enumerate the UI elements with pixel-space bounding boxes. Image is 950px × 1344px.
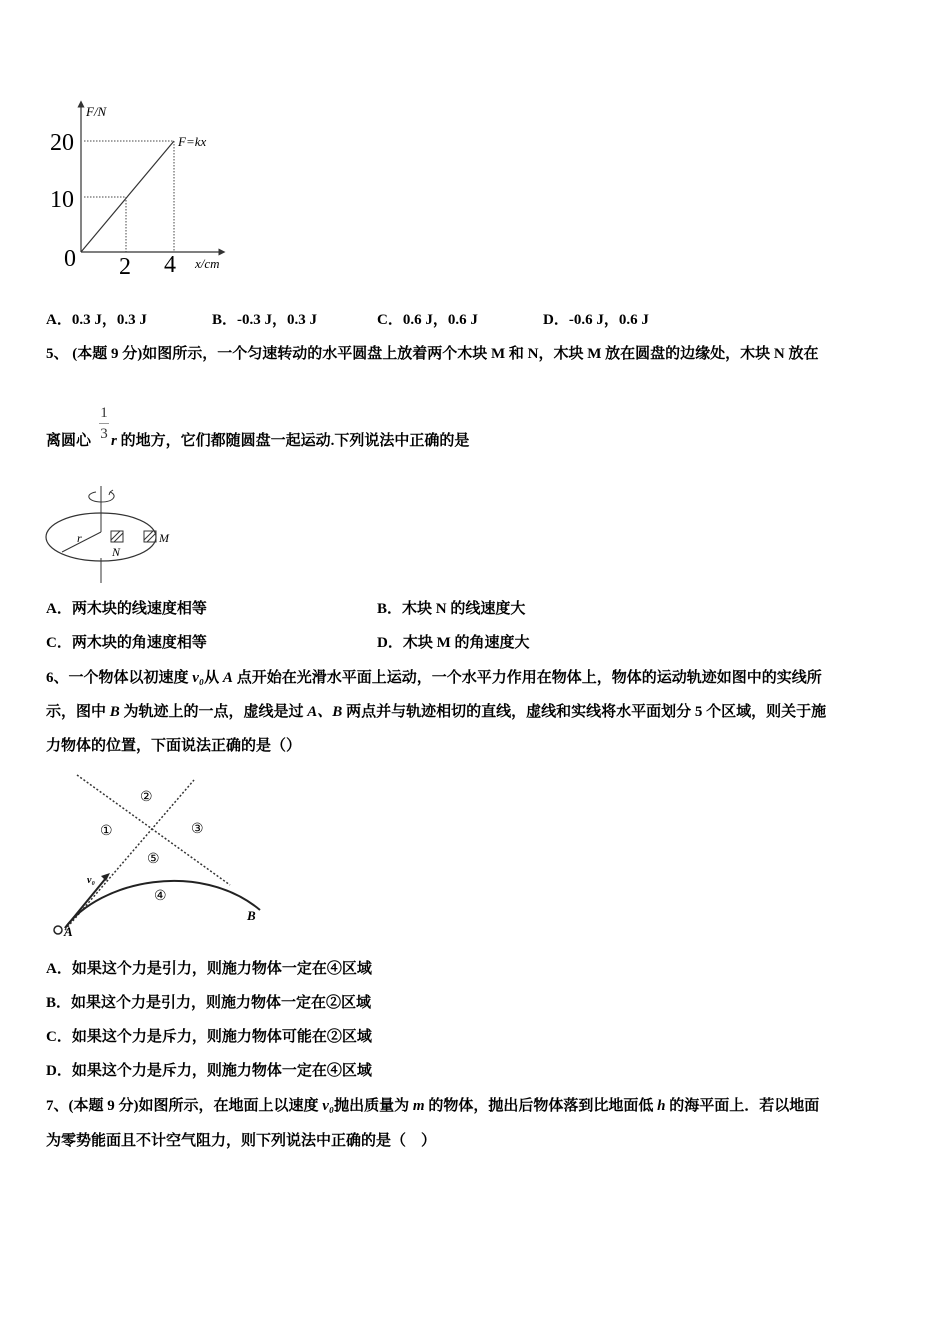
var-r: r <box>111 433 117 449</box>
q5-option-a[interactable]: A．两木块的线速度相等 <box>46 601 207 617</box>
option-a[interactable]: A．0.3 J，0.3 J <box>46 312 147 328</box>
q7-stem-line2: 为零势能面且不计空气阻力，则下列说法中正确的是（ ） <box>46 1133 437 1149</box>
q6-stem-line1 <box>46 668 822 688</box>
label-b: B <box>247 908 256 923</box>
var-v0: v₀ <box>192 670 205 686</box>
q6-option-d[interactable]: D．如果这个力是斥力，则施力物体一定在④区域 <box>46 1063 372 1079</box>
option-b[interactable]: B．-0.3 J，0.3 J <box>212 312 318 328</box>
region-4: ④ <box>154 889 167 904</box>
y-axis-label: F/N <box>86 104 107 119</box>
text: 离圆心 <box>46 433 92 449</box>
x-axis-label: x/cm <box>195 256 220 271</box>
q5-stem-line1: 5、 (本题 9 分)如图所示，一个匀速转动的水平圆盘上放着两个木块 M 和 N，木块 M 放在圆盘的边缘处，木块 N 放在 <box>46 346 819 362</box>
option-c[interactable]: C．0.6 J，0.6 J <box>377 312 478 328</box>
graph-line <box>81 141 174 252</box>
x-tick: 2 <box>119 254 131 280</box>
region-2: ② <box>140 790 153 805</box>
q6-option-c[interactable]: C．如果这个力是斥力，则施力物体可能在②区域 <box>46 1029 372 1045</box>
region-1: ① <box>100 824 113 839</box>
q6-option-a[interactable]: A．如果这个力是引力，则施力物体一定在④区域 <box>46 961 372 977</box>
y-tick: 20 <box>50 130 74 156</box>
q6-stem-line3: 力物体的位置，下面说法正确的是（） <box>46 738 302 754</box>
var-h: h <box>657 1098 666 1114</box>
text: 点开始在光滑水平面上运动，一个水平力作用在物体上，物体的运动轨迹如图中的实线所 <box>232 670 822 686</box>
y-tick: 10 <box>50 187 74 213</box>
region-5: ⑤ <box>147 852 160 867</box>
q5-option-d[interactable]: D．木块 M 的角速度大 <box>377 635 530 651</box>
text: 两点并与轨迹相切的直线，虚线和实线将水平面划分 5 个区域，则关于施 <box>342 704 827 720</box>
text: 从 <box>204 670 223 686</box>
y-tick: 0 <box>64 246 76 272</box>
var-m: m <box>412 1098 425 1114</box>
frac-den: 3 <box>100 426 108 442</box>
q6-option-b[interactable]: B．如果这个力是引力，则施力物体一定在②区域 <box>46 995 372 1011</box>
trajectory-diagram <box>40 770 270 945</box>
text: 为轨迹上的一点，虚线是过 <box>119 704 308 720</box>
block-m <box>144 531 156 542</box>
region-3: ③ <box>191 822 204 837</box>
var-b: B <box>109 704 120 720</box>
line-label: F=kx <box>178 134 207 149</box>
option-d[interactable]: D．-0.6 J，0.6 J <box>543 312 649 328</box>
label-v0: v₀ <box>87 875 95 886</box>
var-a: A <box>222 670 233 686</box>
text: 的物体，抛出后物体落到比地面低 <box>424 1098 658 1114</box>
q6-stem-line2 <box>46 702 826 722</box>
q7-stem-line1 <box>46 1096 819 1116</box>
label-r: r <box>77 531 82 545</box>
var-ab: A、B <box>307 704 343 720</box>
label-n: N <box>112 545 121 559</box>
rotating-disc-diagram <box>40 480 240 590</box>
text: 示，图中 <box>46 704 110 720</box>
q5-option-b[interactable]: B．木块 N 的线速度大 <box>377 601 526 617</box>
var-v0: v₀ <box>322 1098 335 1114</box>
frac-num: 1 <box>100 405 108 421</box>
text: 6、一个物体以初速度 <box>46 670 193 686</box>
x-tick: 4 <box>164 252 176 278</box>
force-displacement-graph <box>40 90 260 280</box>
text: 的海平面上．若以地面 <box>665 1098 820 1114</box>
point-a <box>54 926 62 934</box>
block-n <box>111 531 123 542</box>
trajectory-curve <box>65 881 260 928</box>
text: 7、(本题 9 分)如图所示，在地面上以速度 <box>46 1098 323 1114</box>
label-a: A <box>64 924 73 939</box>
q5-option-c[interactable]: C．两木块的角速度相等 <box>46 635 207 651</box>
q5-stem-line2 <box>46 431 469 451</box>
text: 的地方，它们都随圆盘一起运动.下列说法中正确的是 <box>120 433 470 449</box>
text: 抛出质量为 <box>334 1098 413 1114</box>
label-m: M <box>159 531 169 545</box>
